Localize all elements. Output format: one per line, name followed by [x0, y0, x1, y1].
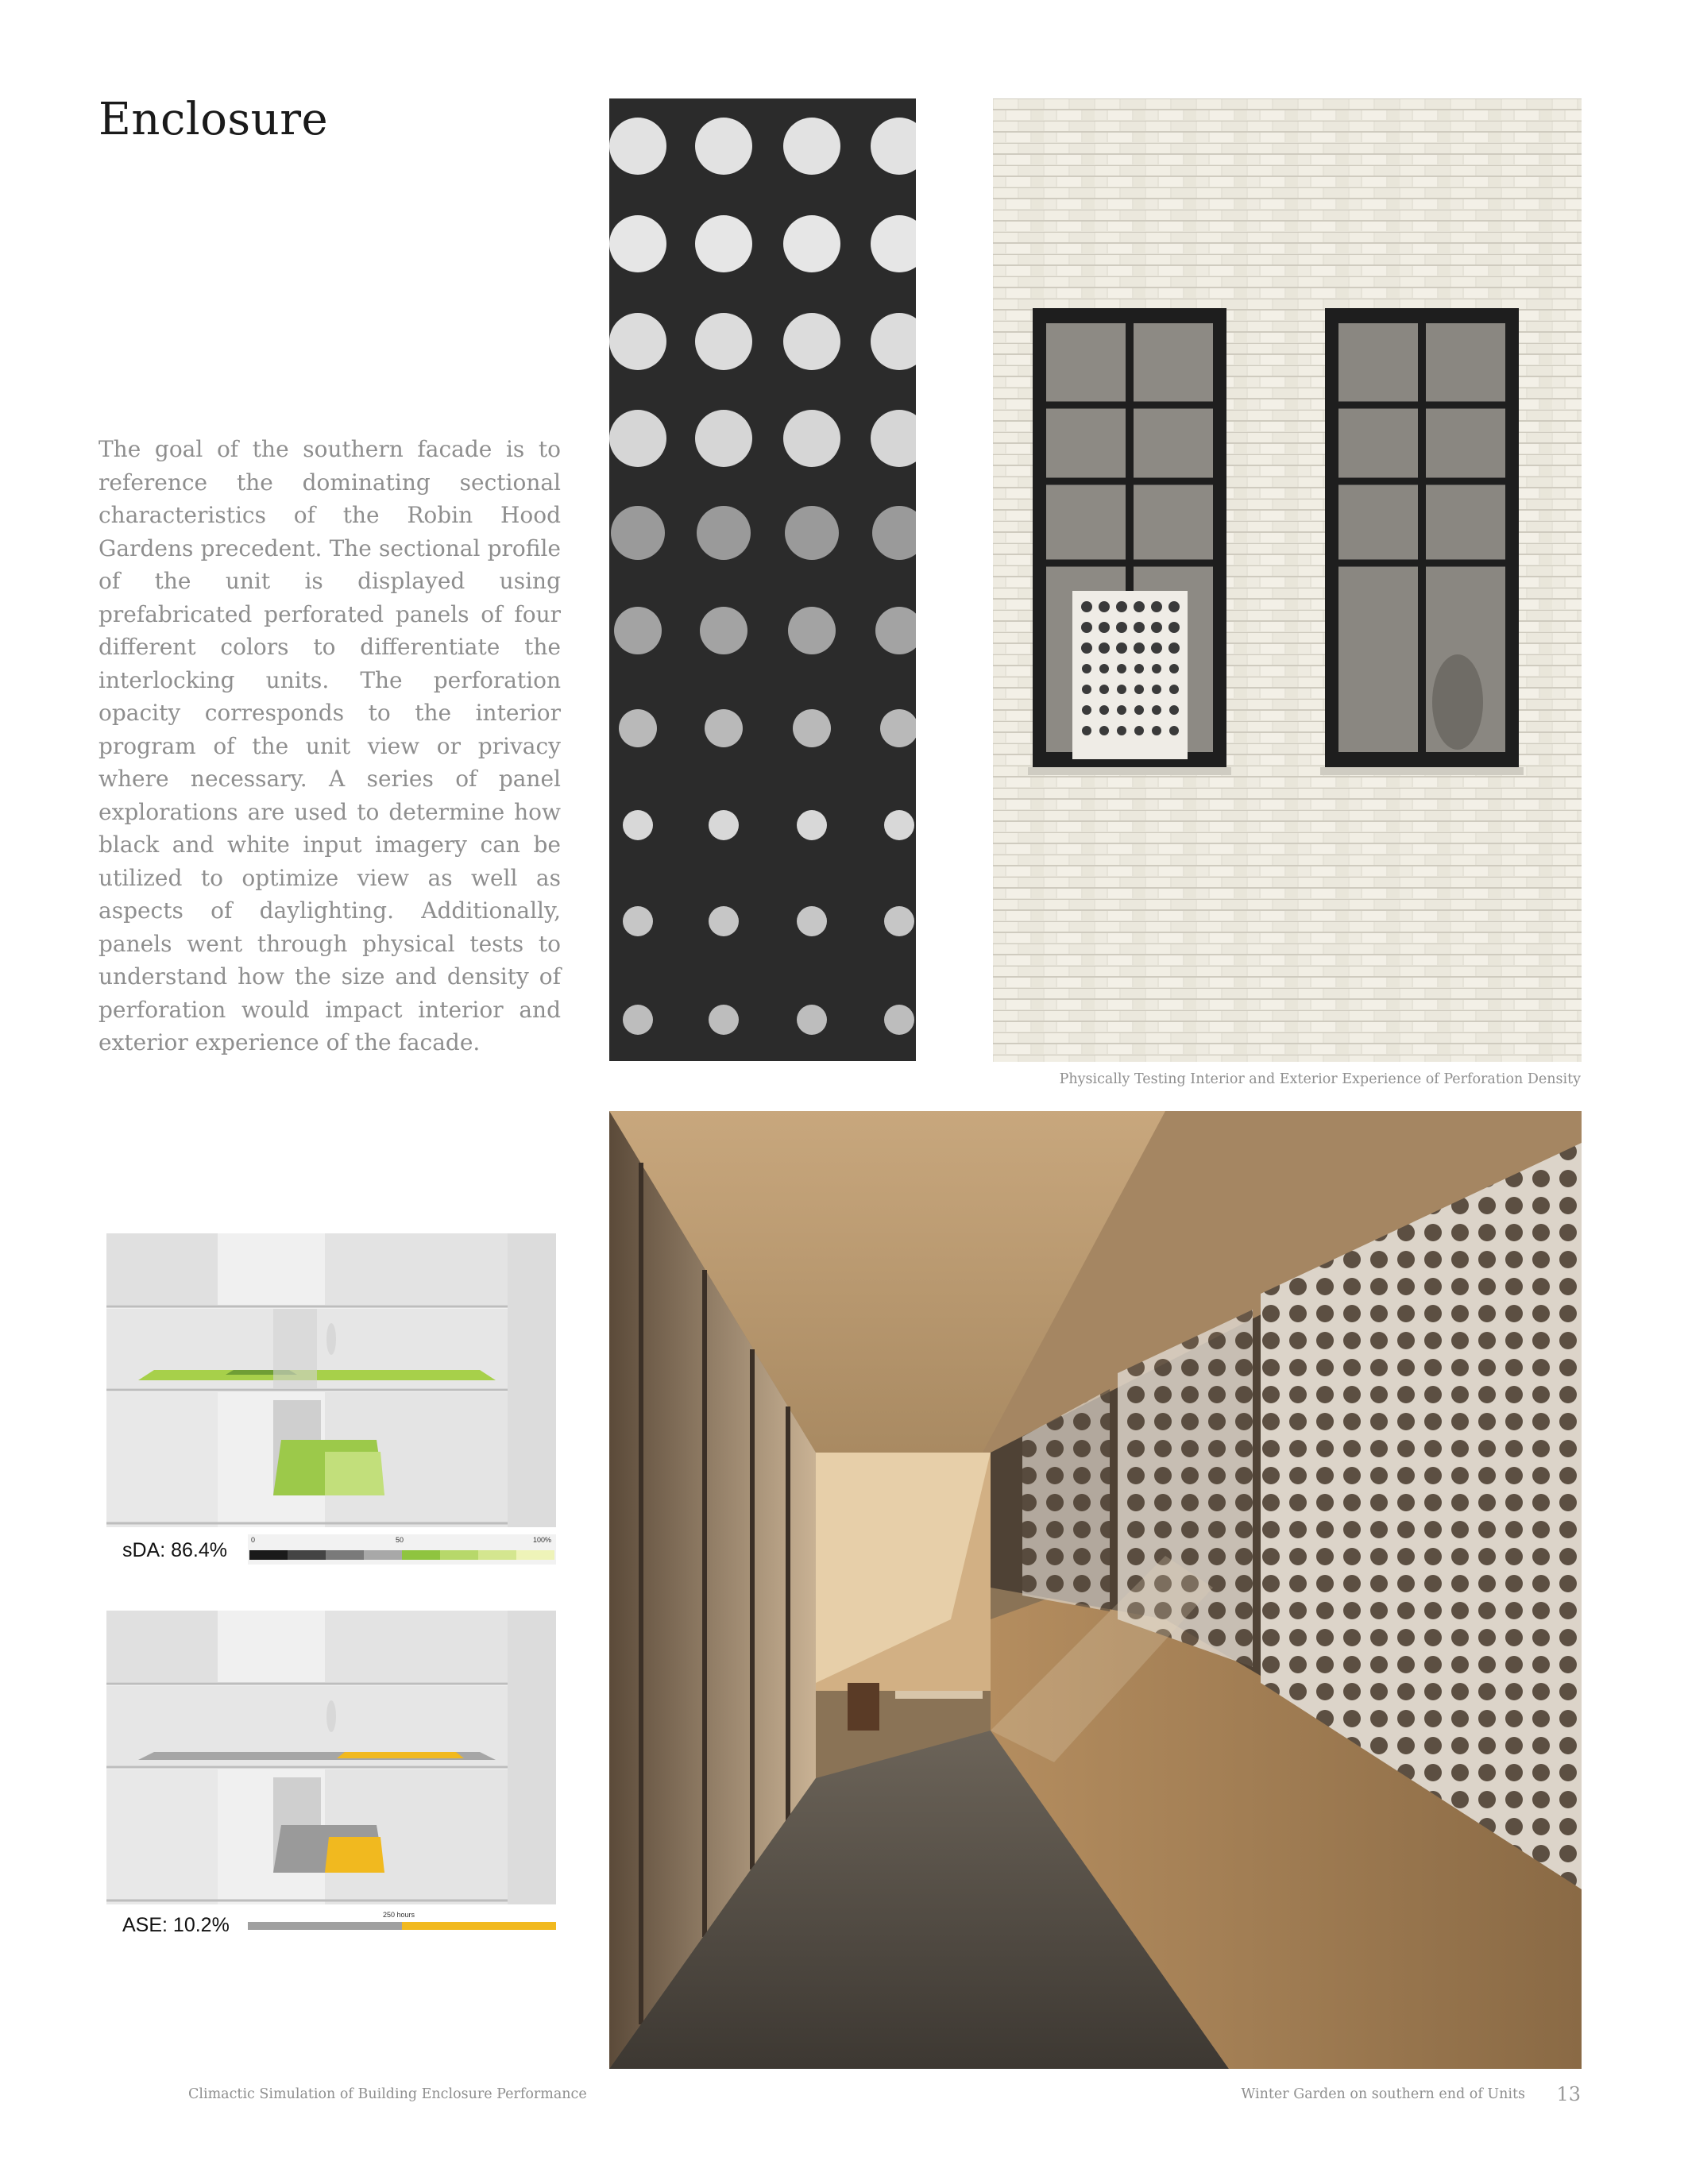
panel-perforation	[1134, 664, 1144, 673]
panel-perforation	[1151, 642, 1162, 654]
ase-value-label: ASE: 10.2%	[122, 1914, 230, 1936]
panel-perforation	[1099, 601, 1110, 612]
perforation-hole	[695, 118, 752, 175]
perforation-hole	[788, 607, 836, 654]
panel-perforation	[1152, 726, 1161, 735]
caption-physical-test: Physically Testing Interior and Exterior Experience of Perforation Density	[1059, 1071, 1581, 1087]
perforation-hole	[871, 215, 916, 272]
sda-scale-swatch	[288, 1550, 326, 1560]
panel-perforation	[1151, 622, 1162, 633]
panel-perforation	[1134, 642, 1145, 654]
sda-scale-mid: 50	[396, 1536, 404, 1544]
panel-perforation	[1117, 685, 1126, 694]
perforation-hole	[884, 1005, 914, 1035]
perforation-hole	[783, 313, 840, 370]
panel-perforation	[1117, 705, 1126, 715]
panel-perforation	[1152, 664, 1161, 673]
sda-scale-swatch	[516, 1550, 554, 1560]
panel-perforation	[1099, 726, 1109, 735]
sda-scale-swatch	[249, 1550, 288, 1560]
panel-perforation	[1082, 705, 1091, 715]
sda-color-scale	[248, 1534, 556, 1565]
panel-perforation	[1152, 685, 1161, 694]
page-title: Enclosure	[98, 94, 329, 145]
perforation-hole	[695, 313, 752, 370]
perforation-hole	[785, 506, 839, 560]
panel-perforation	[1134, 622, 1145, 633]
panel-perforation	[1099, 642, 1110, 654]
brick-facade-photo	[993, 98, 1582, 1062]
perforation-hole	[614, 607, 662, 654]
panel-perforation	[1116, 622, 1127, 633]
panel-perforation	[1134, 685, 1144, 694]
caption-simulation: Climactic Simulation of Building Enclosure Performance	[188, 2086, 587, 2102]
perforation-hole	[623, 906, 653, 936]
perforation-hole	[609, 410, 666, 467]
panel-perforation	[1116, 601, 1127, 612]
perforation-hole	[875, 607, 916, 654]
sda-scale-swatch	[440, 1550, 478, 1560]
perforation-hole	[783, 215, 840, 272]
panel-perforation	[1117, 664, 1126, 673]
panel-perforation	[1134, 726, 1144, 735]
panel-perforation	[1168, 642, 1180, 654]
perforation-hole	[697, 506, 751, 560]
perforation-hole	[619, 709, 657, 747]
perforation-hole	[797, 810, 827, 840]
panel-perforation	[1116, 642, 1127, 654]
panel-perforation	[1134, 705, 1144, 715]
perforation-hole	[783, 410, 840, 467]
ase-simulation-diagram	[106, 1611, 556, 1904]
panel-perforation	[1169, 726, 1179, 735]
panel-perforation	[1081, 601, 1092, 612]
sda-scale-swatch	[326, 1550, 364, 1560]
perforation-hole	[709, 906, 739, 936]
perforation-hole	[705, 709, 743, 747]
winter-garden-render	[609, 1111, 1582, 2069]
perforation-hole	[609, 313, 666, 370]
panel-perforation	[1082, 685, 1091, 694]
perforation-hole	[609, 215, 666, 272]
panel-perforation	[1168, 601, 1180, 612]
perforation-hole	[695, 215, 752, 272]
panel-perforation	[1082, 726, 1091, 735]
perforation-hole	[709, 810, 739, 840]
perforation-hole	[884, 810, 914, 840]
panel-perforation	[1117, 726, 1126, 735]
perforation-hole	[797, 906, 827, 936]
perforation-hole	[797, 1005, 827, 1035]
panel-perforation	[1169, 705, 1179, 715]
sda-scale-swatch	[364, 1550, 402, 1560]
perforation-hole	[871, 118, 916, 175]
perforation-hole	[783, 118, 840, 175]
ase-color-scale	[248, 1911, 556, 1938]
ase-scale-below	[248, 1922, 402, 1930]
ase-threshold-label: 250 hours	[383, 1911, 415, 1919]
panel-perforation	[1081, 622, 1092, 633]
panel-perforation	[1151, 601, 1162, 612]
window-right	[1325, 308, 1519, 767]
panel-perforation	[1099, 622, 1110, 633]
perforation-hole	[609, 118, 666, 175]
panel-perforation	[1099, 705, 1109, 715]
perforation-hole	[709, 1005, 739, 1035]
panel-perforation	[1099, 664, 1109, 673]
perforation-hole	[880, 709, 916, 747]
panel-perforation	[1081, 642, 1092, 654]
panel-perforation	[1099, 685, 1109, 694]
perforation-hole	[623, 1005, 653, 1035]
perforation-hole	[611, 506, 665, 560]
sda-scale-swatch	[402, 1550, 440, 1560]
sda-value-label: sDA: 86.4%	[122, 1539, 228, 1561]
perforation-hole	[871, 313, 916, 370]
panel-perforation	[1169, 685, 1179, 694]
perforation-hole	[695, 410, 752, 467]
panel-perforation	[1168, 622, 1180, 633]
sda-simulation-diagram	[106, 1233, 556, 1527]
panel-perforation	[1082, 664, 1091, 673]
panel-perforation	[1169, 664, 1179, 673]
perforated-panel-photo	[609, 98, 916, 1061]
body-paragraph: The goal of the southern facade is to reference the dominating sectional characteristics of the Robin Hood Gardens precedent. The sectional profile of the unit is displayed using prefabricated perforated panels of four different colors to differentiate the interlocking units. The perforation opacity corresponds to the interior program of the unit view or privacy where necessary. A series of panel explorations are used to determine how black and white input imagery can be utilized to optimize view as well as aspects of daylighting. Additionally, panels went through physical tests to understand how the size and density of perforation would impact interior and exterior experience of the facade.	[98, 436, 561, 1055]
sda-scale-min: 0	[251, 1536, 256, 1544]
sda-scale-max: 100%	[532, 1536, 551, 1544]
perforation-hole	[623, 810, 653, 840]
perforation-hole	[700, 607, 747, 654]
perforation-hole	[871, 410, 916, 467]
perforation-hole	[872, 506, 916, 560]
sda-scale-swatch	[478, 1550, 516, 1560]
page-number: 13	[1556, 2083, 1581, 2105]
ase-scale-above	[402, 1922, 556, 1930]
perforation-hole	[884, 906, 914, 936]
panel-perforation	[1134, 601, 1145, 612]
caption-winter-garden: Winter Garden on southern end of Units	[1241, 2086, 1525, 2102]
panel-perforation	[1152, 705, 1161, 715]
perforation-hole	[793, 709, 831, 747]
window-left	[1033, 308, 1226, 767]
